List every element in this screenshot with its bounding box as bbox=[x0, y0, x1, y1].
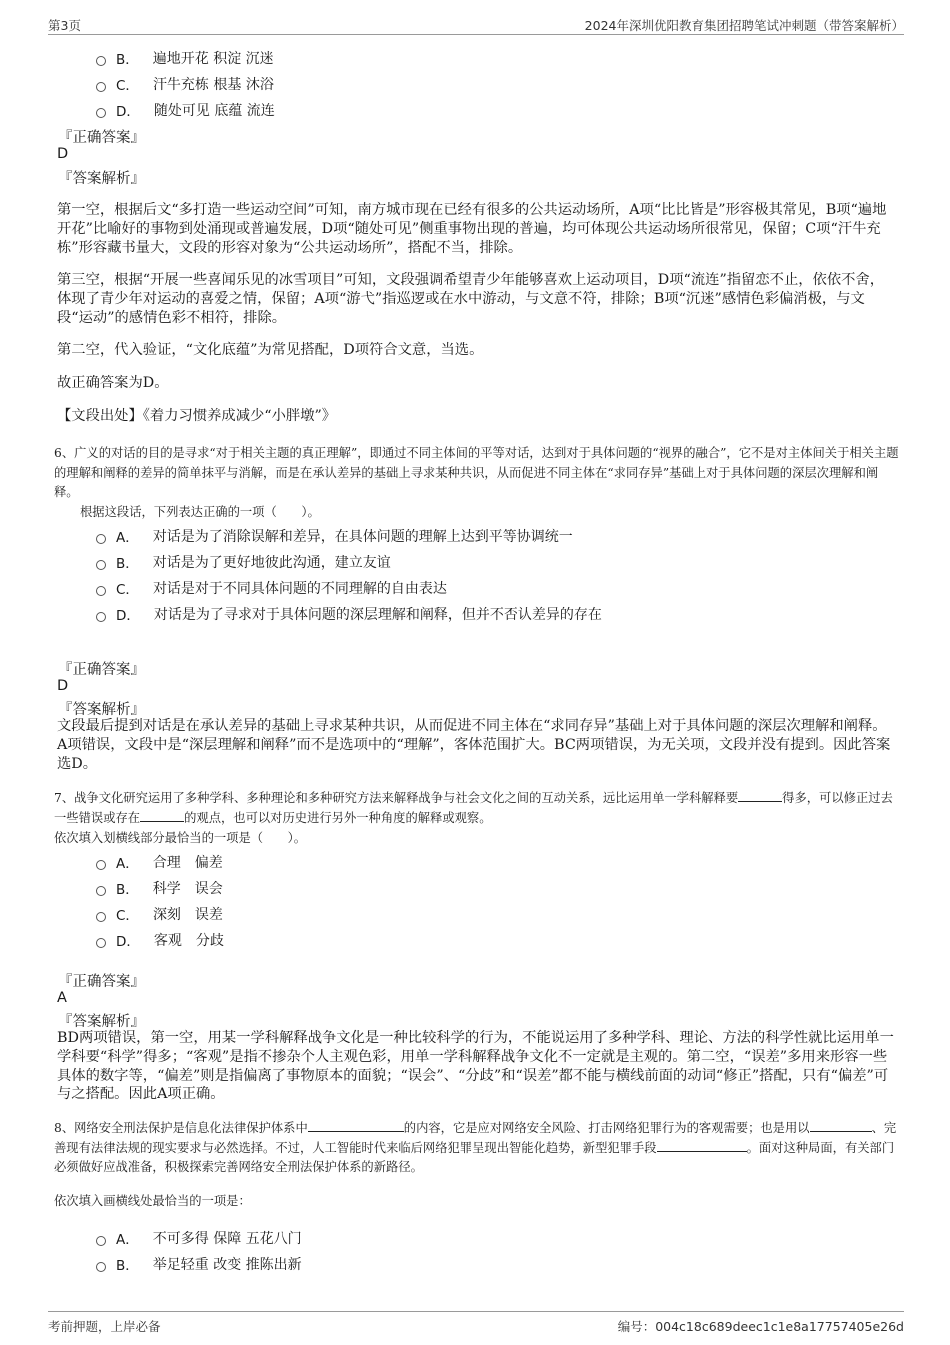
q5-answer: D bbox=[57, 146, 69, 162]
q6-option-a[interactable]: A． 对话是为了消除误解和差异，在具体问题的理解上达到平等协调统一 bbox=[96, 526, 573, 546]
radio-icon[interactable] bbox=[96, 912, 106, 922]
q6-stem: 6、广义的对话的目的是寻求“对于相关主题的真正理解”，即通过不同主体间的平等对话，达到对于具体问题的“视界的融合”，它不是对主体间关于相关主题的理解和阐释的差异的简单抹平与消解，而是在承认差异的基础上寻求某种共识，从而促进不同主体在“求同存异”基础上对于具体问题的深层次理解和阐释。 bbox=[54, 446, 899, 499]
document-code: 编号：004c18c689deec1c1e8a17757405e26d bbox=[617, 1319, 904, 1334]
page-header bbox=[48, 14, 904, 35]
q8-option-b[interactable]: B． 举足轻重 改变 推陈出新 bbox=[96, 1254, 302, 1274]
document-title: 2024年深圳优阳教育集团招聘笔试冲刺题（带答案解析） bbox=[584, 18, 904, 33]
q5-option-d[interactable]: D． 随处可见 底蕴 流连 bbox=[96, 100, 275, 120]
radio-icon[interactable] bbox=[96, 938, 106, 948]
q7-stem: 7、战争文化研究运用了多种学科、多种理论和多种研究方法来解释战争与社会文化之间的互动关系，远比运用单一学科解释要 得多，可以修正过去一些错误或存在 的观点，也可以对历史进行另外一种角度的解释或观察。 bbox=[54, 791, 893, 825]
q6-option-d[interactable]: D． 对话是为了寻求对于具体问题的深层理解和阐释，但并不否认差异的存在 bbox=[96, 604, 602, 624]
q8-stem: 8、网络安全刑法保护是信息化法律保护体系中 的内容，它是应对网络安全风险、打击网络犯罪行为的客观需要；也是用以 、完善现有法律法规的现实要求与必然选择。不过，人工智能时代来临后网络犯罪呈现出智能化趋势，新型犯罪手段 。面对这种局面，有关部门必须做好应战准备，积极探索完善网络安全刑法保护体系的新路径。 bbox=[54, 1121, 897, 1174]
q7-option-a[interactable]: A． 合理 偏差 bbox=[96, 852, 223, 872]
blank-2 bbox=[140, 809, 184, 822]
radio-icon[interactable] bbox=[96, 82, 106, 92]
radio-icon[interactable] bbox=[96, 886, 106, 896]
q5-analysis-paragraph-1: 第一空，根据后文“多打造一些运动空间”可知，南方城市现在已经有很多的公共运动场所，A项“比比皆是”形容极其常见，B项“遍地开花”比喻好的事物到处涌现或普遍发展，D项“随处可见”侧重事物出现的普遍，均可体现公共运动场所很常见，保留；C项“汗牛充栋”形容藏书量大，文段的形容对象为“公共运动场所”，搭配不当，排除。 bbox=[57, 202, 887, 256]
radio-icon[interactable] bbox=[96, 860, 106, 870]
radio-icon[interactable] bbox=[96, 612, 106, 622]
q6-option-c[interactable]: C． 对话是对于不同具体问题的不同理解的自由表达 bbox=[96, 578, 447, 598]
q6-answer-heading: 『正确答案』 bbox=[58, 662, 145, 678]
q7-analysis-heading: 『答案解析』 bbox=[58, 1014, 145, 1030]
q5-analysis-paragraph-4: 故正确答案为D。 bbox=[57, 375, 169, 391]
q7-option-d[interactable]: D． 客观 分歧 bbox=[96, 930, 224, 950]
radio-icon[interactable] bbox=[96, 56, 106, 66]
q5-analysis-paragraph-3: 第二空，代入验证，“文化底蕴”为常见搭配，D项符合文意，当选。 bbox=[57, 342, 484, 358]
q5-answer-heading: 『正确答案』 bbox=[58, 130, 145, 146]
q7-option-c[interactable]: C． 深刻 误差 bbox=[96, 904, 223, 924]
q6-analysis: 文段最后提到对话是在承认差异的基础上寻求某种共识，从而促进不同主体在“求同存异”基础上对于具体问题的深层次理解和阐释。A项错误，文段中是“深层理解和阐释”而不是选项中的“理解”，客体范围扩大。BC两项错误，为无关项，文段并没有提到。因此答案选D。 bbox=[57, 718, 891, 772]
radio-icon[interactable] bbox=[96, 1262, 106, 1272]
footer-slogan: 考前押题，上岸必备 bbox=[48, 1319, 161, 1334]
q7-answer-heading: 『正确答案』 bbox=[58, 974, 145, 990]
q6-prompt: 根据这段话，下列表达正确的一项（ ）。 bbox=[80, 505, 320, 519]
q8-option-a[interactable]: A． 不可多得 保障 五花八门 bbox=[96, 1228, 302, 1248]
page-number: 第3页 bbox=[48, 18, 81, 33]
blank-2 bbox=[810, 1119, 872, 1132]
q6-option-b[interactable]: B． 对话是为了更好地彼此沟通，建立友谊 bbox=[96, 552, 391, 572]
q6-analysis-heading: 『答案解析』 bbox=[58, 702, 145, 718]
page-footer bbox=[48, 1311, 904, 1334]
q7-option-b[interactable]: B． 科学 误会 bbox=[96, 878, 223, 898]
radio-icon[interactable] bbox=[96, 534, 106, 544]
q8-prompt: 依次填入画横线处最恰当的一项是： bbox=[54, 1194, 251, 1208]
q7-prompt: 依次填入划横线部分最恰当的一项是（ ）。 bbox=[54, 831, 307, 845]
q5-source: 【文段出处】《着力习惯养成减少“小胖墩”》 bbox=[57, 408, 337, 424]
q5-analysis-heading: 『答案解析』 bbox=[58, 171, 145, 187]
radio-icon[interactable] bbox=[96, 1236, 106, 1246]
radio-icon[interactable] bbox=[96, 108, 106, 118]
q5-option-b[interactable]: B． 遍地开花 积淀 沉迷 bbox=[96, 48, 274, 68]
q5-analysis-paragraph-2: 第三空，根据“开展一些喜闻乐见的冰雪项目”可知，文段强调希望青少年能够喜欢上运动项目，D项“流连”指留恋不止，依依不舍，体现了青少年对运动的喜爱之情，保留；A项“游弋”指巡逻或在水中游动，与文意不符，排除；B项“沉迷”感情色彩偏消极，与文段“运动”的感情色彩不相符，排除。 bbox=[57, 272, 885, 326]
q7-analysis: BD两项错误，第一空，用某一学科解释战争文化是一种比较科学的行为，不能说运用了多种学科、理论、方法的科学性就比运用单一学科要“科学”得多；“客观”是指不掺杂个人主观色彩，用单一学科解释战争文化不一定就是主观的。第二空，“误差”多用来形容一些具体的数字等，“偏差”则是指偏离了事物原本的面貌；“误会”、“分歧”和“误差”都不能与横线前面的动词“修正”搭配，只有“偏差”可与之搭配。因此A项正确。 bbox=[57, 1030, 894, 1103]
radio-icon[interactable] bbox=[96, 586, 106, 596]
q5-option-c[interactable]: C． 汗牛充栋 根基 沐浴 bbox=[96, 74, 274, 94]
blank-3 bbox=[657, 1139, 747, 1152]
radio-icon[interactable] bbox=[96, 560, 106, 570]
q6-answer: D bbox=[57, 678, 69, 694]
blank-1 bbox=[308, 1119, 404, 1132]
blank-1 bbox=[738, 789, 782, 802]
q7-answer: A bbox=[57, 990, 67, 1006]
